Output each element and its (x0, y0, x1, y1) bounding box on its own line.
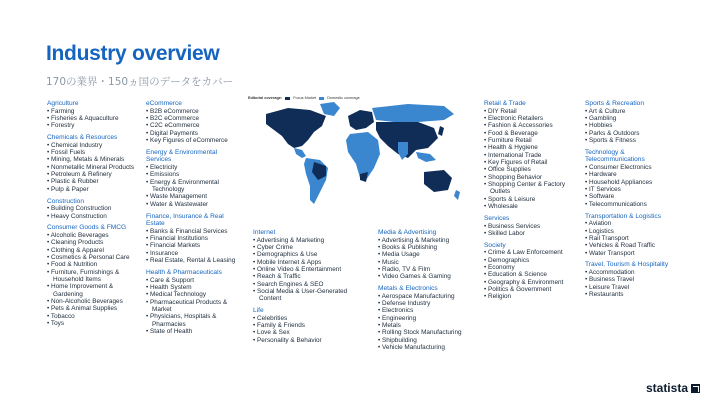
industry-item[interactable]: • Cyber Crime (253, 244, 363, 251)
industry-item[interactable]: • International Trade (484, 152, 580, 159)
industry-group (585, 149, 685, 208)
industry-item[interactable]: • Electricity (146, 164, 242, 171)
industry-item[interactable]: • Radio, TV & Film (378, 266, 478, 273)
industry-group (378, 285, 478, 351)
industry-item[interactable]: • Music (378, 259, 478, 266)
industry-item[interactable]: • B2B eCommerce (146, 108, 242, 115)
industry-item[interactable]: • Celebrities (253, 315, 363, 322)
industry-item[interactable]: • Banks & Financial Services (146, 228, 242, 235)
industry-item[interactable]: • Electronic Retailers (484, 115, 580, 122)
industry-group (253, 307, 363, 344)
industry-heading[interactable]: Sports & Recreation (585, 100, 645, 107)
industry-item[interactable]: • Online Video & Entertainment (253, 266, 363, 273)
industry-heading[interactable]: Health & Pharmaceuticals (146, 268, 222, 276)
industry-item[interactable]: • B2C eCommerce (146, 115, 242, 122)
industry-item[interactable]: • Financial Institutions (146, 235, 242, 242)
central-america-shape (294, 148, 306, 158)
industry-item[interactable]: • Shopping Center & Factory Outlets (484, 181, 580, 196)
industry-item[interactable]: • Farming (47, 108, 139, 115)
industry-item[interactable]: • Books & Publishing (378, 244, 478, 251)
world-coverage-map (248, 96, 474, 214)
industry-item[interactable]: • Mobile Internet & Apps (253, 259, 363, 266)
page-title: Industry overview (46, 42, 220, 65)
industry-item[interactable]: • Logistics (585, 228, 685, 235)
industry-item[interactable]: • Engineering (378, 315, 478, 322)
industry-item[interactable]: • Video Games & Gaming (378, 273, 478, 280)
industry-heading[interactable]: Travel, Tourism & Hospitality (585, 261, 669, 269)
industry-item[interactable]: • Art & Culture (585, 108, 685, 115)
industry-item[interactable]: • Rail Transport (585, 235, 685, 242)
industry-group (47, 100, 139, 130)
industry-item[interactable]: • Insurance (146, 250, 242, 257)
logo-text: statista (645, 381, 688, 395)
industry-item[interactable]: • Non-Alcoholic Beverages (47, 298, 139, 305)
industry-item[interactable]: • Cosmetics & Personal Care (47, 254, 139, 261)
industry-item[interactable]: • Medical Technology (146, 291, 242, 298)
industry-item[interactable]: • Leisure Travel (585, 284, 685, 291)
industry-item[interactable]: • Media Usage (378, 251, 478, 258)
industry-item[interactable]: • Hardware (585, 171, 685, 178)
industry-item[interactable]: • Clothing & Apparel (47, 247, 139, 254)
industry-column-3 (253, 229, 363, 349)
industry-item[interactable]: • Business Travel (585, 276, 685, 283)
industry-item[interactable]: • Skilled Labor (484, 230, 580, 237)
north-america-shape (266, 108, 326, 148)
industry-item[interactable]: • Water & Wastewater (146, 201, 242, 208)
industry-heading[interactable]: Life (253, 307, 264, 315)
industry-item[interactable]: • Health System (146, 284, 242, 291)
industry-column-6 (585, 100, 685, 303)
industry-item[interactable]: • Religion (484, 293, 580, 300)
industry-item[interactable]: • Demographics & Use (253, 251, 363, 258)
industry-item[interactable]: • Heavy Construction (47, 213, 139, 220)
industry-column-2 (146, 100, 242, 340)
map-legend-focus: Focus Market (293, 96, 317, 100)
industry-item[interactable]: • Hobbies (585, 122, 685, 129)
industry-item[interactable]: • Crime & Law Enforcement (484, 249, 580, 256)
map-legend-title: Editorial coverage: (248, 96, 283, 100)
industry-group (146, 149, 242, 208)
industry-item[interactable]: • Restaurants (585, 291, 685, 298)
industry-heading[interactable]: Metals & Electronics (378, 285, 438, 293)
industry-item[interactable]: • Plastic & Rubber (47, 178, 139, 185)
industry-group (484, 215, 580, 237)
industry-item[interactable]: • Sports & Leisure (484, 196, 580, 203)
industry-item[interactable]: • Vehicle Manufacturing (378, 344, 478, 351)
industry-item[interactable]: • Parks & Outdoors (585, 130, 685, 137)
industry-item[interactable]: • C2C eCommerce (146, 122, 242, 129)
industry-heading[interactable]: Agriculture (47, 100, 79, 107)
industry-item[interactable]: • Advertising & Marketing (253, 237, 363, 244)
industry-item[interactable]: • Alcoholic Beverages (47, 232, 139, 239)
industry-item[interactable]: • Key Figures of Retail (484, 159, 580, 166)
russia-shape (372, 104, 454, 122)
industry-item[interactable]: • Building Construction (47, 205, 139, 212)
industry-item[interactable]: • Tobacco (47, 313, 139, 320)
industry-item[interactable]: • Fossil Fuels (47, 149, 139, 156)
industry-heading[interactable]: Services (484, 214, 510, 222)
industry-group (47, 198, 139, 220)
industry-heading[interactable]: Chemicals & Resources (47, 134, 118, 142)
industry-item[interactable]: • Software (585, 193, 685, 200)
industry-item[interactable]: • Nonmetallic Mineral Products (47, 164, 139, 171)
industry-item[interactable]: • Cleaning Products (47, 239, 139, 246)
industry-item[interactable]: • Metals (378, 322, 478, 329)
industry-heading[interactable]: Energy & Environmental Services (146, 148, 218, 164)
industry-item[interactable]: • Pharmaceutical Products & Market (146, 299, 242, 314)
japan-shape (438, 126, 444, 136)
industry-item[interactable]: • Demographics (484, 257, 580, 264)
industry-item[interactable]: • IT Services (585, 186, 685, 193)
industry-item[interactable]: • Digital Payments (146, 130, 242, 137)
industry-group (253, 229, 363, 303)
industry-item[interactable]: • Shopping Behavior (484, 174, 580, 181)
industry-heading[interactable]: eCommerce (146, 100, 182, 107)
industry-group (47, 224, 139, 327)
industry-item[interactable]: • Aviation (585, 220, 685, 227)
page-subtitle: 170の業界・150ヵ国のデータをカバー (46, 76, 234, 88)
industry-item[interactable]: • Economy (484, 264, 580, 271)
industry-group (146, 100, 242, 144)
industry-item[interactable]: • Water Transport (585, 250, 685, 257)
industry-heading[interactable]: Consumer Goods & FMCG (47, 224, 127, 232)
industry-item[interactable]: • Fisheries & Aquaculture (47, 115, 139, 122)
industry-item[interactable]: • State of Health (146, 328, 242, 335)
industry-group (484, 100, 580, 210)
industry-item[interactable]: • Energy & Environmental Technology (146, 179, 242, 194)
industry-item[interactable]: • Real Estate, Rental & Leasing (146, 257, 242, 264)
industry-item[interactable]: • Shipbuilding (378, 337, 478, 344)
industry-heading[interactable]: Internet (253, 229, 276, 236)
industry-heading[interactable]: Society (484, 241, 506, 249)
industry-item[interactable]: • Rolling Stock Manufacturing (378, 329, 478, 336)
new-zealand-shape (454, 190, 460, 200)
industry-item[interactable]: • Financial Markets (146, 242, 242, 249)
industry-item[interactable]: • Accommodation (585, 269, 685, 276)
industry-item[interactable]: • Food & Beverage (484, 130, 580, 137)
industry-item[interactable]: • Pulp & Paper (47, 186, 139, 193)
industry-item[interactable]: • Furniture Retail (484, 137, 580, 144)
industry-item[interactable]: • Office Supplies (484, 166, 580, 173)
industry-group (484, 242, 580, 301)
industry-group (47, 134, 139, 193)
industry-item[interactable]: • Business Services (484, 223, 580, 230)
industry-item[interactable]: • Health & Hygiene (484, 144, 580, 151)
industry-group (585, 261, 685, 298)
industry-heading[interactable]: Transportation & Logistics (585, 212, 661, 220)
greenland-shape (320, 102, 340, 116)
industry-item[interactable]: • Gambling (585, 115, 685, 122)
africa-shape (346, 132, 380, 180)
industry-column-5 (484, 100, 580, 305)
industry-column-4 (378, 229, 478, 356)
industry-heading[interactable]: Construction (47, 197, 85, 205)
industry-item[interactable]: • Politics & Government (484, 286, 580, 293)
industry-heading[interactable]: Technology & Telecommunications (585, 148, 645, 164)
industry-item[interactable]: • Chemical Industry (47, 142, 139, 149)
australia-shape (424, 170, 452, 192)
industry-item[interactable]: • Consumer Electronics (585, 164, 685, 171)
industry-heading[interactable]: Retail & Trade (484, 100, 526, 107)
industry-item[interactable]: • Advertising & Marketing (378, 237, 478, 244)
industry-item[interactable]: • Household Appliances (585, 179, 685, 186)
industry-item[interactable]: • Emissions (146, 171, 242, 178)
statista-logo (646, 381, 700, 395)
industry-group (585, 100, 685, 144)
industry-item[interactable]: • Care & Support (146, 277, 242, 284)
industry-item[interactable]: • Aerospace Manufacturing (378, 293, 478, 300)
industry-item[interactable]: • Mining, Metals & Minerals (47, 156, 139, 163)
industry-item[interactable]: • Furniture, Furnishings & Household Items (47, 269, 139, 284)
industry-item[interactable]: • Social Media & User-Generated Content (253, 288, 363, 303)
map-legend-domestic: Domestic coverage (327, 96, 360, 100)
industry-item[interactable]: • Personality & Behavior (253, 337, 363, 344)
industry-item[interactable]: • Vehicles & Road Traffic (585, 242, 685, 249)
industry-heading[interactable]: Media & Advertising (378, 229, 437, 236)
industry-item[interactable]: • Fashion & Accessories (484, 122, 580, 129)
industry-item[interactable]: • Petroleum & Refinery (47, 171, 139, 178)
industry-group (146, 213, 242, 265)
industry-item[interactable]: • Electronics (378, 307, 478, 314)
industry-item[interactable]: • Waste Management (146, 193, 242, 200)
industry-item[interactable]: • Reach & Traffic (253, 273, 363, 280)
industry-item[interactable]: • Forestry (47, 122, 139, 129)
industry-item[interactable]: • Love & Sex (253, 329, 363, 336)
industry-group (146, 269, 242, 335)
industry-item[interactable]: • Wholesale (484, 203, 580, 210)
industry-item[interactable]: • Telecommunications (585, 201, 685, 208)
logo-mark-icon (691, 384, 700, 393)
europe-shape (348, 110, 374, 130)
industry-item[interactable]: • Geography & Environment (484, 279, 580, 286)
industry-item[interactable]: • Toys (47, 320, 139, 327)
industry-item[interactable]: • Sports & Fitness (585, 137, 685, 144)
industry-item[interactable]: • Education & Science (484, 271, 580, 278)
industry-item[interactable]: • Key Figures of eCommerce (146, 137, 242, 144)
industry-item[interactable]: • Pets & Animal Supplies (47, 305, 139, 312)
southeast-asia-shape (416, 152, 436, 162)
industry-group (585, 213, 685, 257)
industry-heading[interactable]: Finance, Insurance & Real Estate (146, 212, 224, 228)
industry-item[interactable]: • Defense Industry (378, 300, 478, 307)
industry-item[interactable]: • Home Improvement & Gardening (47, 283, 139, 298)
industry-column-1 (47, 100, 139, 332)
industry-item[interactable]: • Food & Nutrition (47, 261, 139, 268)
industry-item[interactable]: • Physicians, Hospitals & Pharmacies (146, 313, 242, 328)
industry-item[interactable]: • Family & Friends (253, 322, 363, 329)
industry-item[interactable]: • Search Engines & SEO (253, 281, 363, 288)
industry-item[interactable]: • DIY Retail (484, 108, 580, 115)
industry-group (378, 229, 478, 281)
